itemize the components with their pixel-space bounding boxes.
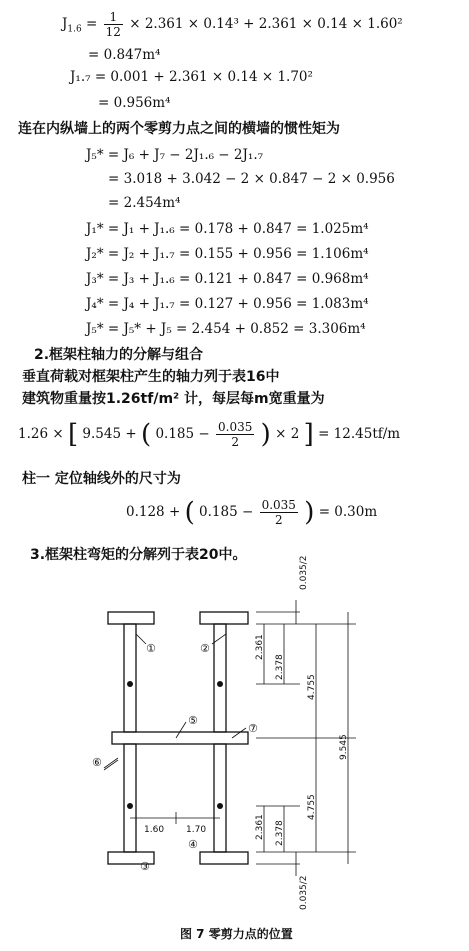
column-1-cap: [108, 612, 154, 624]
column-4-cap: [200, 852, 248, 864]
column-3-shaft: [124, 744, 136, 852]
column-4-shaft: [214, 744, 226, 852]
formula-j5-star: J₅* = J₅* + J₅ = 2.454 + 0.852 = 3.306m⁴: [86, 321, 366, 337]
label-1: ①: [146, 642, 156, 655]
section2-line1: 垂直荷载对框架柱产生的轴力列于表16中: [22, 369, 280, 385]
dim-4755-top: 4.755: [307, 674, 317, 700]
dim-2378-bottom: 2.378: [275, 820, 285, 846]
dim-2378-top: 2.378: [275, 654, 285, 680]
fraction-0035-2: $\frac{0.035}{2}$: [218, 420, 253, 449]
equation-weight: 1.26 × [ 9.545 + ( 0.185 − $\frac{0.035}{2}$ ) × 2 ] = 12.45tf/m: [18, 419, 401, 450]
dim-160: 1.60: [144, 825, 165, 835]
label-6: ⑥: [92, 756, 102, 769]
fraction-1-12: $\frac{1}{12}$: [105, 10, 121, 39]
section2-title: 2.框架柱轴力的分解与组合: [34, 347, 204, 363]
formula-j17: J₁.₇ = 0.001 + 2.361 × 0.14 × 1.70²: [70, 69, 313, 85]
column-1-shaft: [124, 624, 136, 732]
formula-j5x-calc: = 3.018 + 3.042 − 2 × 0.847 − 2 × 0.956: [108, 171, 395, 187]
label-7: ⑦: [248, 722, 258, 735]
dim-bottom-half-thickness: 0.035/2: [299, 875, 309, 910]
dim-2361-top: 2.361: [255, 634, 265, 660]
label-4: ④: [188, 838, 198, 851]
section3-title: 3.框架柱弯矩的分解列于表20中。: [30, 547, 247, 563]
heading-inertia: 连在内纵墙上的两个零剪力点之间的横墙的惯性矩为: [18, 121, 340, 137]
column-label: 柱一 定位轴线外的尺寸为: [22, 471, 181, 487]
formula-j1-star: J₁* = J₁ + J₁.₆ = 0.178 + 0.847 = 1.025m⁴: [86, 221, 369, 237]
dim-9545-total: 9.545: [339, 734, 349, 760]
zero-shear-point: [127, 803, 133, 809]
formula-j5x-result: = 2.454m⁴: [108, 195, 181, 211]
column-2-shaft: [214, 624, 226, 732]
equation-column: 0.128 + ( 0.185 − $\frac{0.035}{2}$ ) = 0.30m: [126, 497, 378, 528]
zero-shear-point: [217, 681, 223, 687]
figure-caption: 图 7 零剪力点的位置: [180, 927, 293, 941]
dim-4755-bottom: 4.755: [307, 794, 317, 820]
formula-j16: $J_{1.6}$ = $\frac{1}{12}$ × 2.361 × 0.14³ + 2.361 × 0.14 × 1.60²: [62, 10, 403, 39]
column-2-cap: [200, 612, 248, 624]
formula-j4-star: J₄* = J₄ + J₁.₇ = 0.127 + 0.956 = 1.083m⁴: [86, 296, 369, 312]
dim-170: 1.70: [186, 825, 207, 835]
label-5: ⑤: [188, 714, 198, 727]
zero-shear-point: [127, 681, 133, 687]
fraction-0035-2b: $\frac{0.035}{2}$: [261, 498, 296, 527]
label-2: ②: [200, 642, 210, 655]
dim-top-half-thickness: 0.035/2: [299, 555, 309, 590]
section2-line2: 建筑物重量按1.26tf/m² 计，每层每m宽重量为: [22, 391, 325, 407]
formula-j5x: J₅* = J₆ + J₇ − 2J₁.₆ − 2J₁.₇: [86, 147, 264, 163]
formula-j16-result: = 0.847m⁴: [88, 47, 161, 63]
zero-shear-point: [217, 803, 223, 809]
formula-j3-star: J₃* = J₃ + J₁.₆ = 0.121 + 0.847 = 0.968m⁴: [86, 271, 369, 287]
label-3: ③: [140, 860, 150, 873]
formula-j2-star: J₂* = J₂ + J₁.₇ = 0.155 + 0.956 = 1.106m⁴: [86, 246, 369, 262]
formula-j17-result: = 0.956m⁴: [98, 95, 171, 111]
dim-2361-bottom: 2.361: [255, 814, 265, 840]
beam-5: [112, 732, 248, 744]
